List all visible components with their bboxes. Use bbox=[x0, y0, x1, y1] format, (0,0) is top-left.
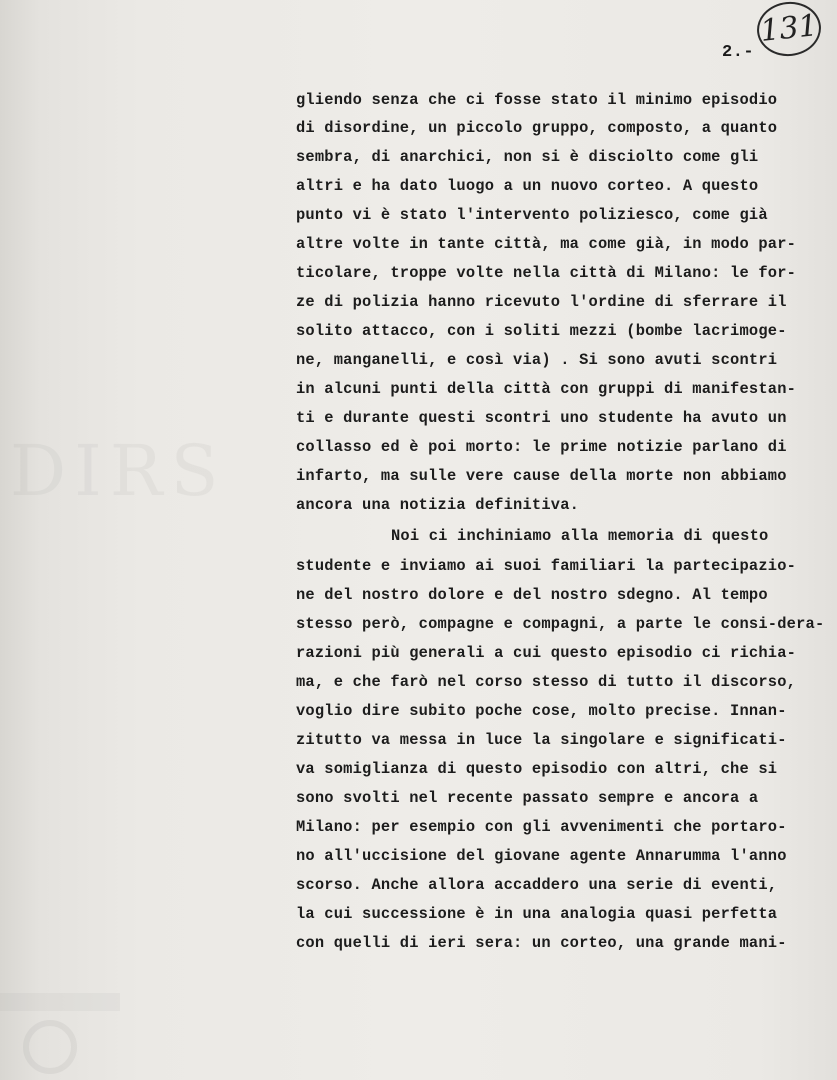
page-number: 2.- bbox=[722, 43, 755, 62]
text-line: studente e inviamo ai suoi familiari la partecipazio- bbox=[296, 557, 797, 575]
text-line: altri e ha dato luogo a un nuovo corteo. A questo bbox=[296, 177, 759, 195]
archive-watermark-logo bbox=[0, 985, 130, 1075]
text-line: va somiglianza di questo episodio con altri, che si bbox=[296, 760, 778, 778]
text-line: stesso però, compagne e compagni, a parte le consi-dera- bbox=[296, 615, 825, 633]
text-line: voglio dire subito poche cose, molto precise. Innan- bbox=[296, 702, 787, 720]
text-line: in alcuni punti della città con gruppi di manifestan- bbox=[296, 380, 797, 398]
text-line: ze di polizia hanno ricevuto l'ordine di sferrare il bbox=[296, 293, 787, 311]
text-line: razioni più generali a cui questo episodio ci richia- bbox=[296, 644, 797, 662]
text-line: ne, manganelli, e così via) . Si sono avuti scontri bbox=[296, 351, 778, 369]
text-line: la cui successione è in una analogia quasi perfetta bbox=[296, 905, 778, 923]
text-line: no all'uccisione del giovane agente Annarumma l'anno bbox=[296, 847, 787, 865]
text-line: sembra, di anarchici, non si è disciolto come gli bbox=[296, 148, 759, 166]
text-line: zitutto va messa in luce la singolare e significati- bbox=[296, 731, 787, 749]
text-line: Milano: per esempio con gli avvenimenti che portaro- bbox=[296, 818, 787, 836]
text-line: scorso. Anche allora accaddero una serie di eventi, bbox=[296, 876, 778, 894]
text-line: con quelli di ieri sera: un corteo, una grande mani- bbox=[296, 934, 787, 952]
text-line: altre volte in tante città, ma come già, in modo par- bbox=[296, 235, 797, 253]
text-line: punto vi è stato l'intervento poliziesco, come già bbox=[296, 206, 768, 224]
text-line: sono svolti nel recente passato sempre e ancora a bbox=[296, 789, 759, 807]
archive-page-stamp: 131 bbox=[754, 0, 823, 59]
text-line: ancora una notizia definitiva. bbox=[296, 496, 580, 514]
text-line: gliendo senza che ci fosse stato il minimo episodio bbox=[296, 91, 778, 109]
paragraph-first-line: Noi ci inchiniamo alla memoria di questo bbox=[391, 527, 769, 545]
text-line: di disordine, un piccolo gruppo, composto, a quanto bbox=[296, 119, 778, 137]
text-line: ticolare, troppe volte nella città di Milano: le for- bbox=[296, 264, 797, 282]
text-line: collasso ed è poi morto: le prime notizie parlano di bbox=[296, 438, 787, 456]
text-line: ne del nostro dolore e del nostro sdegno. Al tempo bbox=[296, 586, 768, 604]
text-line: ma, e che farò nel corso stesso di tutto il discorso, bbox=[296, 673, 797, 691]
text-line: infarto, ma sulle vere cause della morte non abbiamo bbox=[296, 467, 787, 485]
text-line: ti e durante questi scontri uno studente ha avuto un bbox=[296, 409, 787, 427]
text-line: solito attacco, con i soliti mezzi (bombe lacrimoge- bbox=[296, 322, 787, 340]
bleed-through-ghost-text: DIRS bbox=[10, 430, 227, 512]
